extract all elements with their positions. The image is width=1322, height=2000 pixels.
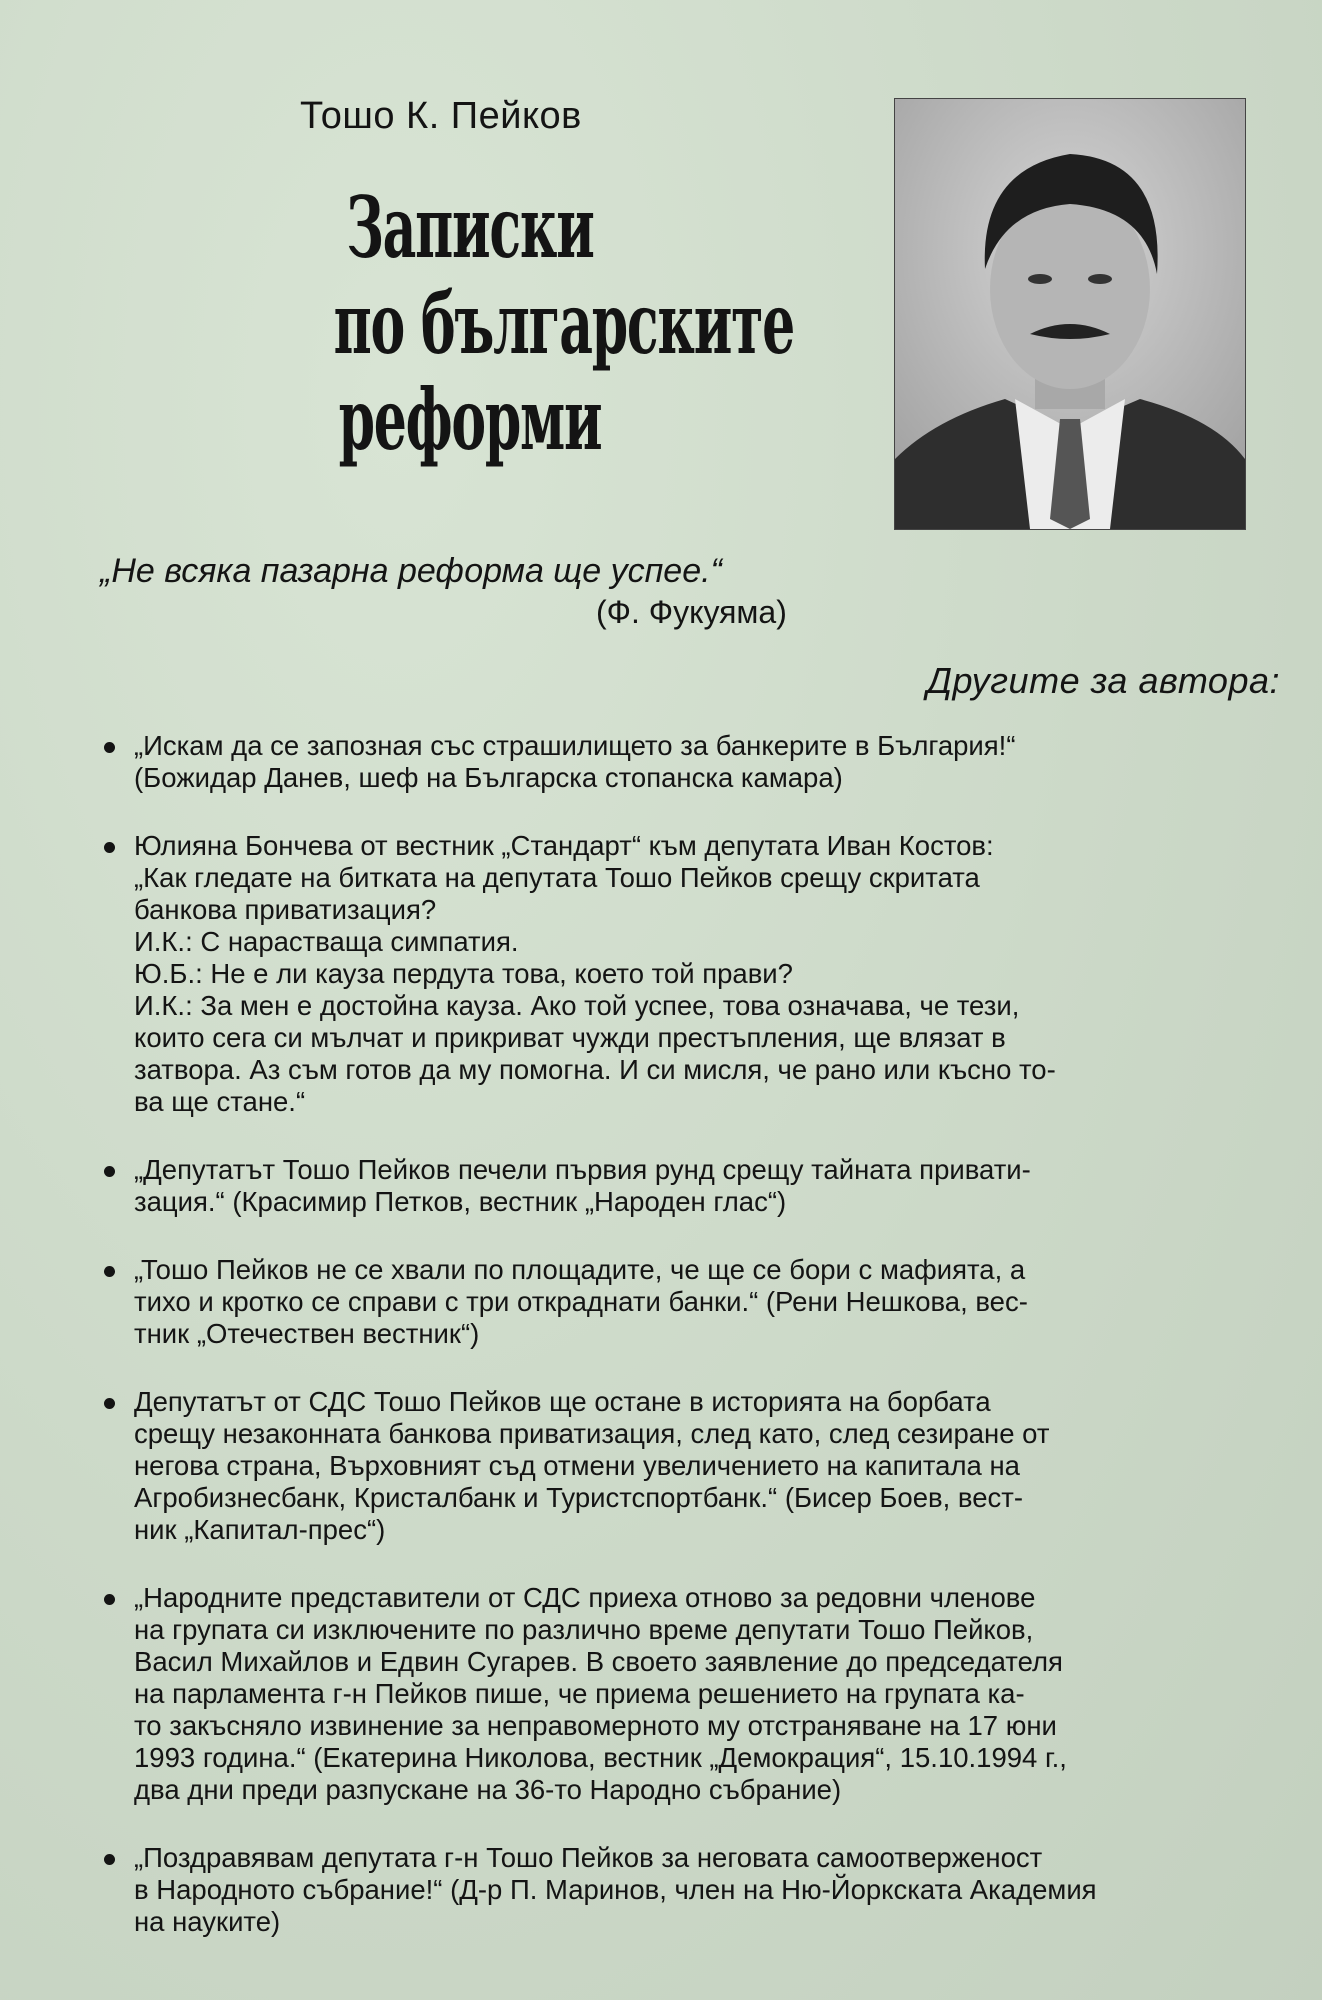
bullet-icon (104, 842, 115, 853)
list-item (100, 1386, 1280, 1546)
quote-line: „Как гледате на битката на депутата Тошо Пейков срещу скритата (134, 862, 980, 893)
author-name: Тошо К. Пейков (300, 95, 582, 137)
bullet-icon (104, 1594, 115, 1605)
epigraph-quote: „Не всяка пазарна реформа ще успее.“ (100, 552, 722, 590)
list-item (100, 730, 1280, 794)
quote-line: в Народното събрание!“ (Д-р П. Маринов, член на Ню-Йоркската Академия (134, 1874, 1097, 1905)
quote-line: 1993 година.“ (Екатерина Николова, вестник „Демокрация“, 15.10.1994 г., (134, 1742, 1067, 1773)
bullet-icon (104, 1854, 115, 1865)
list-item (100, 1154, 1280, 1218)
quote-line: ва ще стане.“ (134, 1086, 306, 1117)
quote-line: „Поздравявам депутата г-н Тошо Пейков за неговата самоотверженост (134, 1842, 1043, 1873)
quote-line: (Божидар Данев, шеф на Българска стопанска камара) (134, 762, 843, 793)
quote-line: зация.“ (Красимир Петков, вестник „Народен глас“) (134, 1186, 787, 1217)
title-line-3: реформи (338, 370, 602, 469)
quote-line: негова страна, Върховният съд отмени увеличението на капитала на (134, 1450, 1020, 1481)
bullet-icon (104, 742, 115, 753)
quote-line: ник „Капитал-прес“) (134, 1514, 386, 1545)
bullet-icon (104, 1266, 115, 1277)
list-item (100, 1254, 1280, 1350)
title-line-2: по българските (333, 274, 795, 373)
quotes-list (100, 730, 1280, 1974)
others-heading: Другите за автора: (926, 660, 1280, 701)
quote-line: банкова приватизация? (134, 894, 437, 925)
list-item (100, 1842, 1280, 1938)
quote-line: И.К.: С нарастваща симпатия. (134, 926, 519, 957)
quote-line: тихо и кротко се справи с три откраднати банки.“ (Рени Нешкова, вес- (134, 1286, 1028, 1317)
bullet-icon (104, 1166, 115, 1177)
epigraph-source: (Ф. Фукуяма) (596, 594, 787, 630)
list-item (100, 1582, 1280, 1806)
quote-line: „Тошо Пейков не се хвали по площадите, че ще се бори с мафията, а (134, 1254, 1026, 1285)
list-item (100, 830, 1280, 1118)
bullet-icon (104, 1398, 115, 1409)
quote-line: на парламента г-н Пейков пише, че приема решението на групата ка- (134, 1678, 1025, 1709)
quote-line: И.К.: За мен е достойна кауза. Ако той успее, това означава, че тези, (134, 990, 1020, 1021)
quote-line: „Народните представители от СДС приеха отново за редовни членове (134, 1582, 1036, 1613)
quote-line: срещу незаконната банкова приватизация, след като, след сезиране от (134, 1418, 1050, 1449)
title-line-1: Записки (346, 178, 594, 277)
quote-line: на науките) (134, 1906, 281, 1937)
quote-line: затвора. Аз съм готов да му помогна. И си мисля, че рано или късно то- (134, 1054, 1056, 1085)
quote-line: „Искам да се запозная със страшилището за банкерите в България!“ (134, 730, 1016, 761)
quote-line: Васил Михайлов и Едвин Сугарев. В своето заявление до председателя (134, 1646, 1063, 1677)
quote-line: тник „Отечествен вестник“) (134, 1318, 480, 1349)
quote-line: „Депутатът Тошо Пейков печели първия рунд срещу тайната привати- (134, 1154, 1031, 1185)
author-portrait-photo (894, 98, 1246, 530)
quote-line: то закъсняло извинение за неправомерното му отстраняване на 17 юни (134, 1710, 1057, 1741)
quote-line: които сега си мълчат и прикриват чужди престъпления, ще влязат в (134, 1022, 1006, 1053)
quote-line: Ю.Б.: Не е ли кауза пердута това, което той прави? (134, 958, 793, 989)
book-title (333, 178, 795, 469)
quote-line: два дни преди разпускане на 36-то Народно събрание) (134, 1774, 842, 1805)
quote-line: на групата си изключените по различно време депутати Тошо Пейков, (134, 1614, 1034, 1645)
quote-line: Депутатът от СДС Тошо Пейков ще остане в историята на борбата (134, 1386, 991, 1417)
quote-line: Юлияна Бончева от вестник „Стандарт“ към депутата Иван Костов: (134, 830, 994, 861)
quote-line: Агробизнесбанк, Кристалбанк и Туристспортбанк.“ (Бисер Боев, вест- (134, 1482, 1023, 1513)
